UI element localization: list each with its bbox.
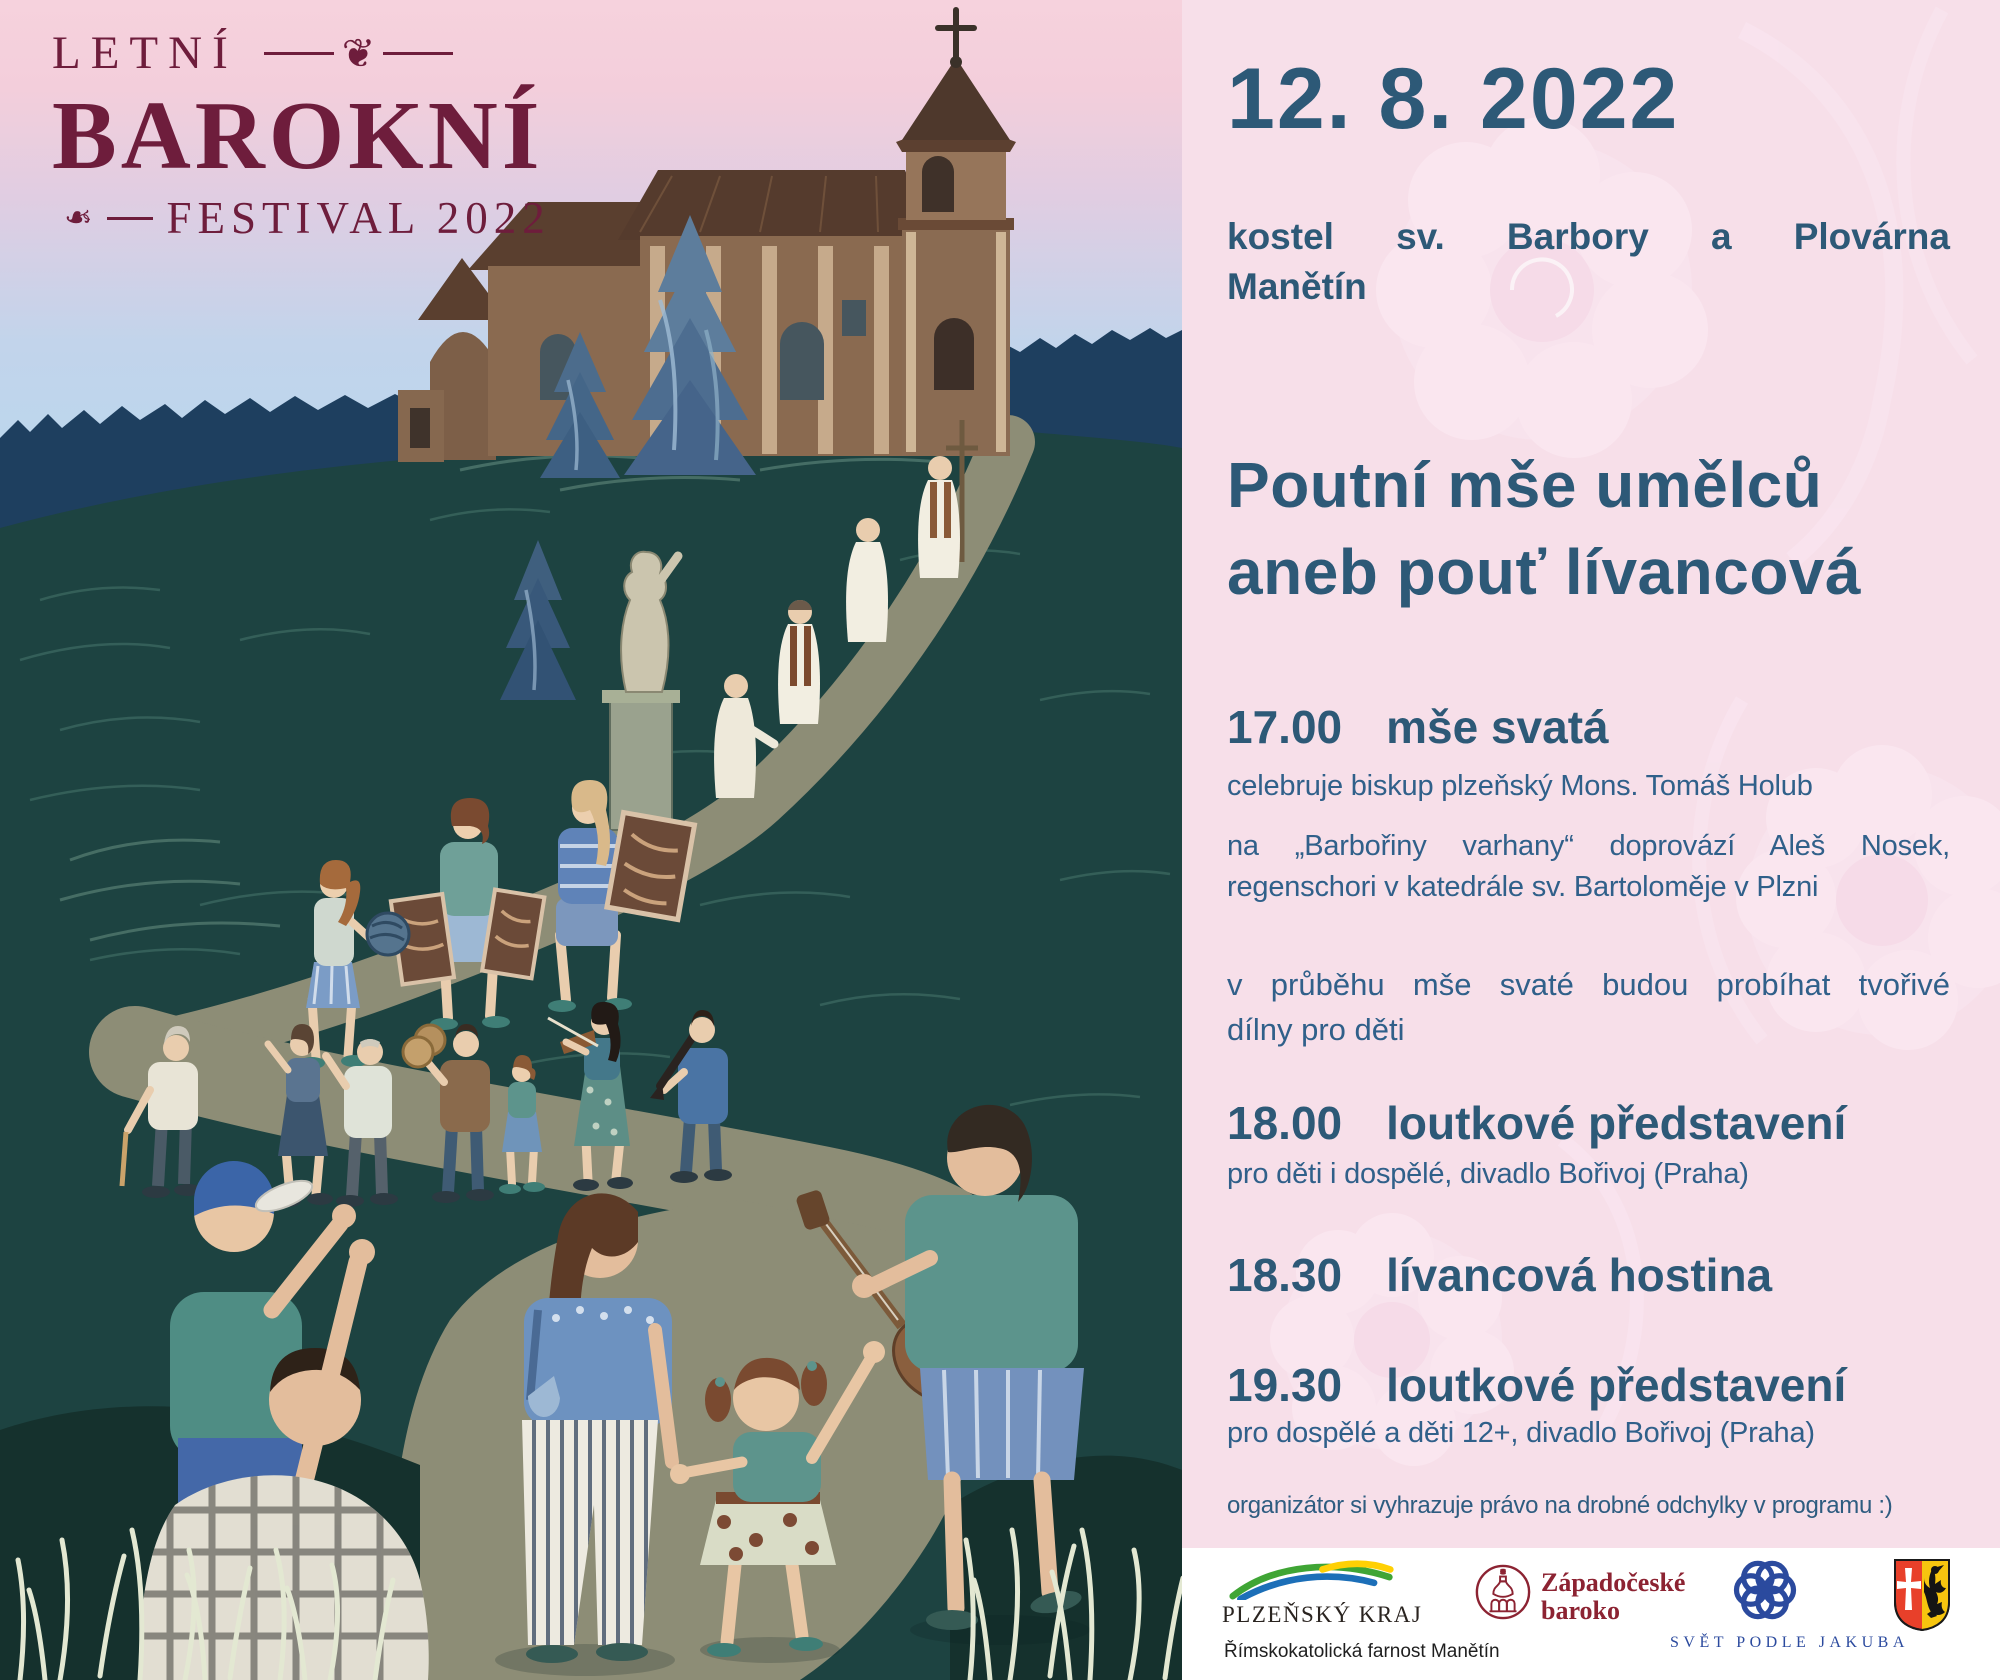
schedule-detail: pro děti i dospělé, divadlo Bořivoj (Praha)	[1227, 1158, 1749, 1190]
manetin-coat-of-arms	[1893, 1558, 1951, 1632]
schedule-time: 19.30	[1227, 1359, 1343, 1411]
venue-line1: kostel sv. Barbory a Plovárna	[1227, 216, 1950, 257]
logo-ornament-top: ❦	[264, 38, 454, 70]
schedule-time: 18.00	[1227, 1097, 1343, 1149]
title-line2: aneb pouť lívancová	[1227, 536, 1862, 608]
schedule-detail: na „Barbořiny varhany“ doprovází Aleš Nosek, regenschori v katedrále sv. Bartoloměje v Plzni	[1227, 830, 1950, 903]
schedule-detail: celebruje biskup plzeňský Mons. Tomáš Holub	[1227, 770, 1813, 802]
event-venue	[1227, 212, 1950, 312]
logo-barokni: BAROKNÍ	[52, 82, 544, 189]
logo-letni: LETNÍ	[52, 27, 238, 79]
svet-podle-jakuba-label: SVĚT PODLE JAKUBA	[1670, 1634, 1909, 1651]
festival-logo	[52, 27, 551, 243]
nave-roof	[618, 170, 932, 240]
schedule-item-1800	[1227, 1096, 1950, 1150]
svet-podle-jakuba-logo	[1670, 1552, 1909, 1652]
schedule-title: mše svatá	[1386, 701, 1609, 753]
rosette-knot-icon	[1727, 1552, 1803, 1628]
logo-ornament-bottom: ❧	[64, 199, 93, 237]
event-date: 12. 8. 2022	[1227, 51, 1680, 147]
schedule-time: 18.30	[1227, 1249, 1343, 1301]
workshops-note: v průběhu mše svaté budou probíhat tvořivé dílny pro děti	[1227, 967, 1950, 1047]
schedule-time: 17.00	[1227, 701, 1343, 753]
schedule-detail: pro dospělé a děti 12+, divadlo Bořivoj (Praha)	[1227, 1417, 1815, 1449]
event-title	[1227, 442, 1950, 616]
schedule-title: loutkové představení	[1386, 1097, 1847, 1149]
info-panel	[1182, 0, 2000, 1548]
plzensky-kraj-label: PLZEŇSKÝ KRAJ	[1222, 1602, 1423, 1627]
farnost-label: Římskokatolická farnost Manětín	[1224, 1641, 1500, 1662]
sponsor-footer	[1182, 1548, 2000, 1680]
schedule-item-1830	[1227, 1248, 1950, 1302]
schedule-title: lívancová hostina	[1386, 1249, 1773, 1301]
zapadoceske-baroko-logo	[1474, 1563, 1685, 1625]
logo-festival-year: FESTIVAL 2022	[166, 193, 551, 243]
organizer-disclaimer: organizátor si vyhrazuje právo na drobné odchylky v programu :)	[1227, 1492, 1893, 1519]
schedule-title: loutkové představení	[1386, 1359, 1847, 1411]
panel-content	[1182, 0, 2000, 1548]
venue-line2: Manětín	[1227, 266, 1367, 307]
plzensky-kraj-arcs-icon	[1228, 1558, 1396, 1600]
baroko-label: Západočeské baroko	[1541, 1568, 1686, 1625]
schedule-item-1930	[1227, 1358, 1950, 1412]
schedule-item-1700	[1227, 700, 1950, 754]
baroko-dome-icon	[1474, 1563, 1532, 1621]
plzensky-kraj-logo	[1222, 1558, 1423, 1628]
title-line1: Poutní mše umělců	[1227, 449, 1823, 521]
